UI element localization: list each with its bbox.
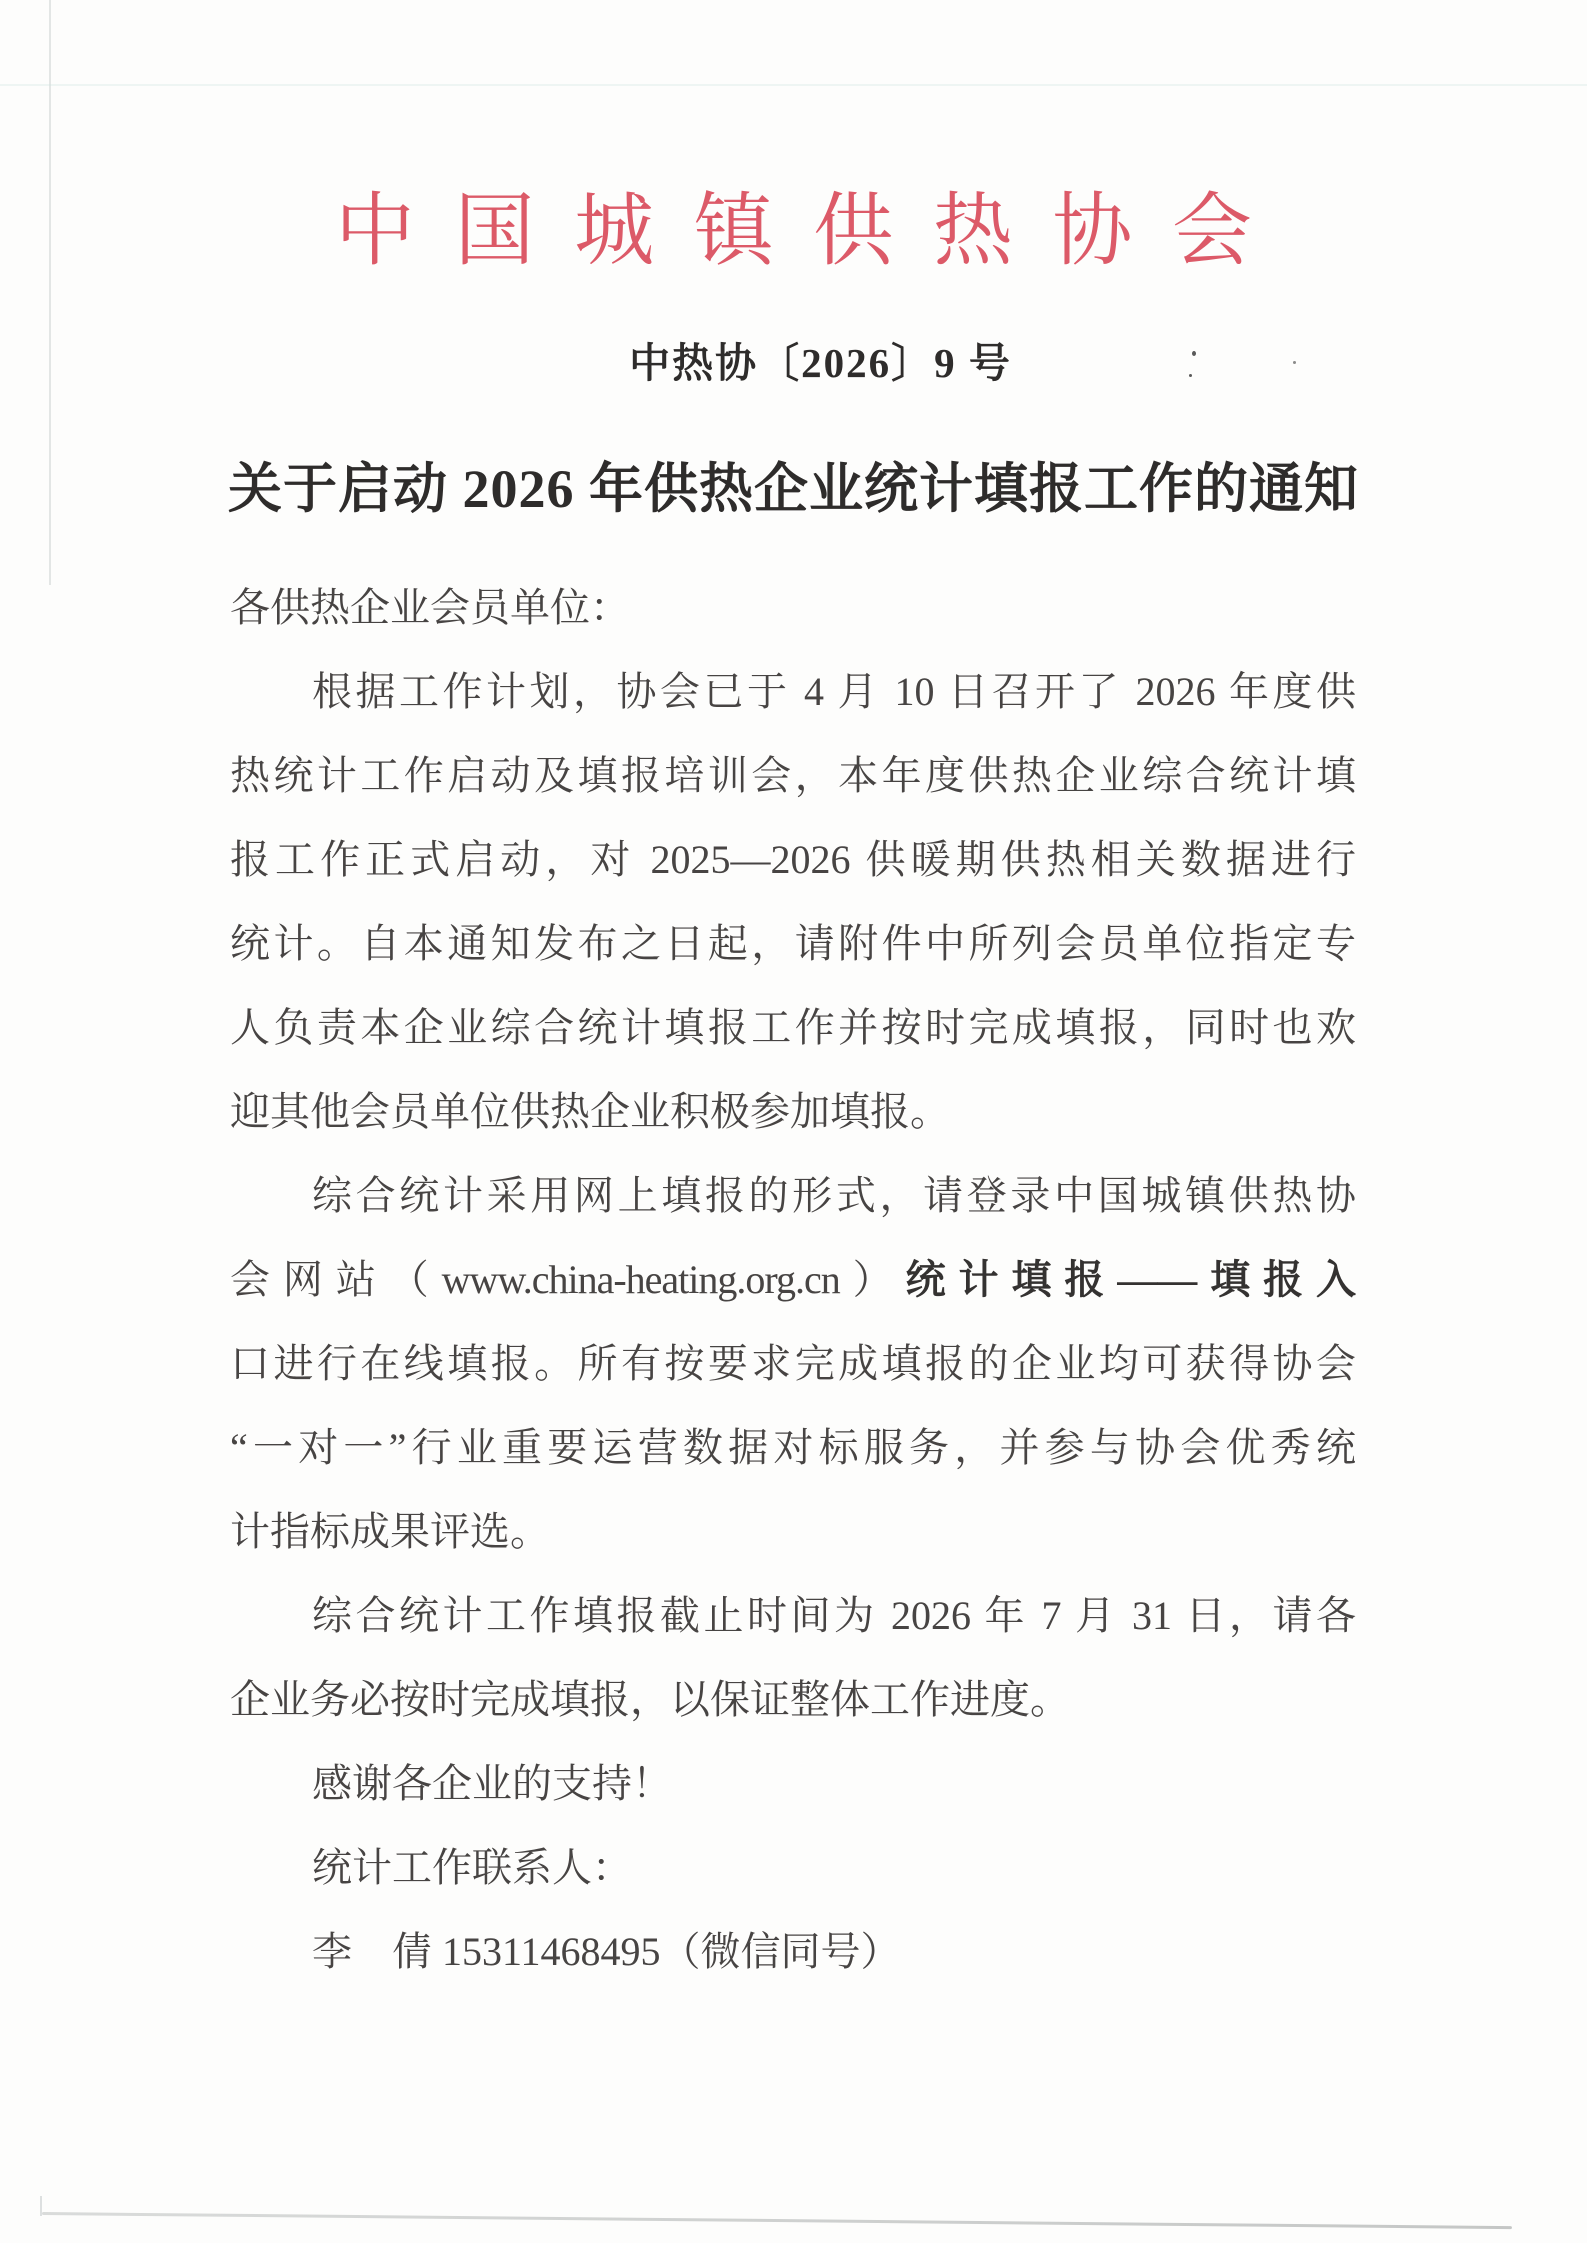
url-line-prefix: 会网站（ <box>230 1257 442 1302</box>
org-letterhead-title: 中 国 城 镇 供 热 协 会 <box>335 188 1253 276</box>
url-line-close: ） <box>839 1257 906 1302</box>
thanks-line: 感谢各企业的支持！ <box>312 1761 672 1806</box>
scan-horizontal-line <box>0 84 1587 86</box>
body-line: 企业务必按时完成填报，以保证整体工作进度。 <box>230 1677 1070 1722</box>
body-line: 综合统计采用网上填报的形式，请登录中国城镇供热协 <box>312 1173 1356 1218</box>
paper-bottom-edge <box>42 2212 1512 2229</box>
body-line: 报工作正式启动，对 2025—2026 供暖期供热相关数据进行 <box>230 837 1356 882</box>
notice-body <box>230 566 1356 1994</box>
body-line: 统计。自本通知发布之日起，请附件中所列会员单位指定专 <box>230 921 1356 966</box>
body-line: 迎其他会员单位供热企业积极参加填报。 <box>230 1089 950 1134</box>
body-line: 人负责本企业综合统计填报工作并按时完成填报，同时也欢 <box>230 1005 1356 1050</box>
notice-title: 关于启动 2026 年供热企业统计填报工作的通知 <box>228 459 1359 519</box>
document-number: 中热协〔2026〕9 号 <box>629 340 1012 386</box>
body-line: 根据工作计划，协会已于 4 月 10 日召开了 2026 年度供 <box>312 669 1356 714</box>
contact-line: 李 倩 15311468495（微信同号） <box>312 1929 901 1974</box>
salutation-line: 各供热企业会员单位： <box>230 585 630 630</box>
bold-entry-phrase: 统计填报——填报入 <box>905 1257 1357 1302</box>
website-url-text: www.china-heating.org.cn <box>441 1257 840 1302</box>
body-line: 热统计工作启动及填报培训会，本年度供热企业综合统计填 <box>230 753 1356 798</box>
body-line: 计指标成果评选。 <box>230 1509 550 1554</box>
body-line: 口进行在线填报。所有按要求完成填报的企业均可获得协会 <box>230 1341 1356 1386</box>
body-line-with-url <box>230 1238 1356 1322</box>
contact-label-line: 统计工作联系人： <box>312 1845 632 1890</box>
body-line: “一对一”行业重要运营数据对标服务，并参与协会优秀统 <box>230 1425 1356 1470</box>
body-line: 综合统计工作填报截止时间为 2026 年 7 月 31 日，请各 <box>312 1593 1356 1638</box>
